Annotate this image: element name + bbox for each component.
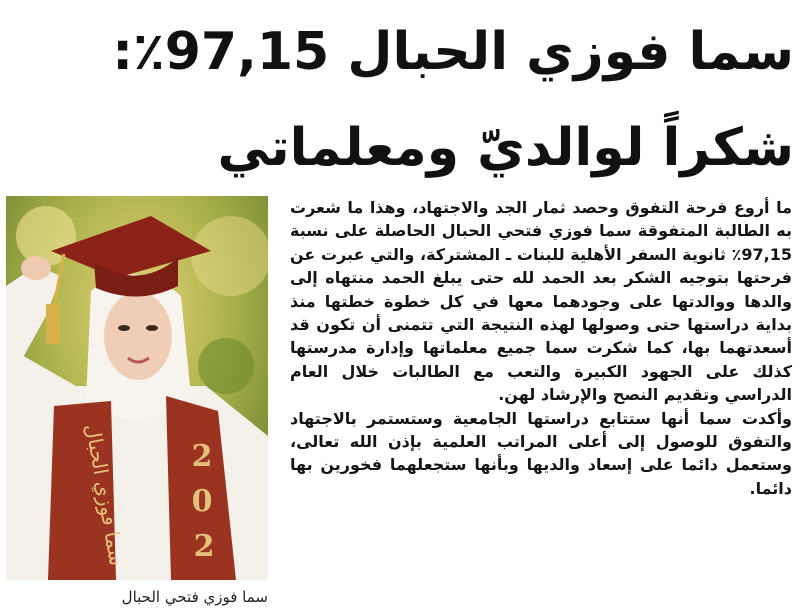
- sash-digit: 2: [193, 529, 215, 564]
- sash-name-text: سما فوزي الحبال: [80, 422, 130, 568]
- headline-line-1: سما فوزي الحبال 97,15٪:: [112, 22, 794, 82]
- photo-caption: سما فوزي فتحي الحبال: [121, 588, 268, 606]
- article-body: [290, 196, 792, 500]
- sash-digit: 2: [191, 439, 213, 474]
- graduate-photo: [6, 196, 268, 580]
- headline-line-2: شكراً لوالديّ ومعلماتي: [217, 118, 794, 178]
- sash-digit: 0: [191, 484, 213, 519]
- article-paragraph: وأكدت سما أنها ستتابع دراستها الجامعية وستستمر بالاجتهاد والتفوق للوصول إلى أعلى المراتب العلمية بإذن الله تعالى، وستعمل دائما على إسعاد والديها وبأنها ستجعلهما فخورين بها دائما.: [290, 408, 792, 498]
- article-paragraph: ما أروع فرحة التفوق وحصد ثمار الجد والاجتهاد، وهذا ما شعرت به الطالبة المتفوقة سما فوزي فتحي الحبال الحاصلة على نسبة 97,15٪ ثانوية السفر الأهلية للبنات ـ المشتركة، والتي عبرت عن فرحتها بتوجيه الشكر بعد الحمد لله حتى يبلغ الحمد منتهاه إلى والدها ووالدتها على وجودهما معها في كل خطوة خطتها منذ بداية دراستها حتى وصولها لهذه النتيجة التي تتمنى أن تكون قد أسعدتهما بها، كما شكرت سما جميع معلماتها وإدارة مدرستها كذلك على الجهود الكبيرة والتعب مع الطالبات خلال العام الدراسي وتقديم النصح والإرشاد لهن.: [290, 198, 792, 405]
